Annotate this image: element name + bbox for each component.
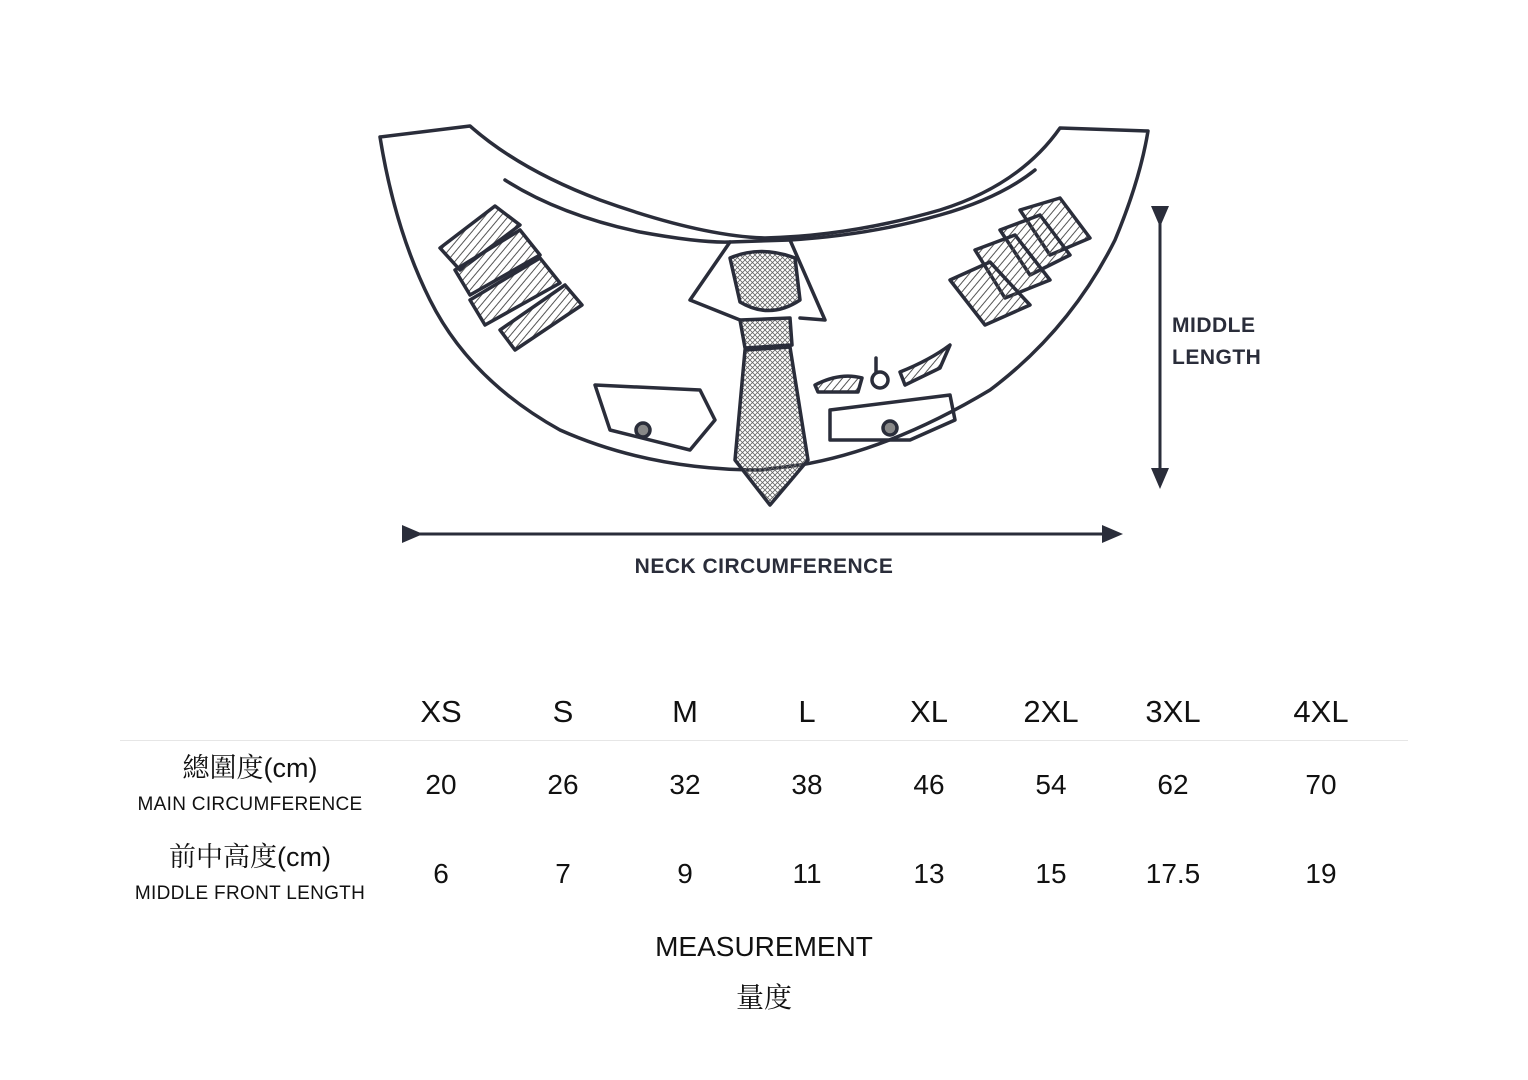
measurement-title-en: MEASUREMENT	[655, 931, 873, 962]
row-label-zh: 前中高度(cm)	[169, 842, 331, 872]
size-header-row	[120, 684, 1408, 741]
table-cell: 19	[1305, 858, 1337, 889]
table-cell: 20	[425, 769, 457, 801]
table-cell: 70	[1305, 769, 1337, 801]
tie-knot	[730, 252, 800, 311]
measurement-footer	[0, 925, 1528, 1027]
table-cell: 62	[1157, 769, 1189, 801]
table-cell: 11	[792, 858, 822, 889]
middle-length-label	[1172, 310, 1261, 374]
table-row	[120, 741, 1408, 830]
tie-blade	[735, 347, 808, 505]
size-header: L	[746, 684, 868, 741]
table-cell: 38	[791, 769, 823, 801]
row-label-en: MIDDLE FRONT LENGTH	[134, 883, 366, 904]
row-label	[120, 741, 380, 830]
row-label-en: MAIN CIRCUMFERENCE	[137, 794, 363, 816]
size-header: 4XL	[1234, 684, 1408, 741]
header-blank	[120, 684, 380, 741]
size-header: XL	[868, 684, 990, 741]
table-cell: 13	[913, 858, 945, 889]
table-row	[120, 830, 1408, 919]
right-stripes	[950, 198, 1090, 325]
row-label-zh: 總圍度(cm)	[182, 753, 318, 784]
table-cell: 32	[669, 769, 701, 801]
middle-label-line2: LENGTH	[1172, 346, 1262, 369]
table-cell: 26	[547, 769, 579, 801]
size-header: S	[502, 684, 624, 741]
size-chart-table	[120, 684, 1408, 919]
measurement-title-zh: 量度	[735, 982, 792, 1013]
table-cell: 46	[913, 769, 945, 801]
table-cell: 6	[433, 858, 449, 889]
tie-band	[740, 318, 792, 348]
row-label	[120, 830, 380, 919]
middle-label-line1: MIDDLE	[1172, 314, 1256, 337]
size-header: XS	[380, 684, 502, 741]
table-cell: 15	[1035, 858, 1067, 889]
size-header: 2XL	[990, 684, 1112, 741]
table-cell: 9	[677, 858, 693, 889]
neck-circumference-label: NECK CIRCUMFERENCE	[634, 555, 894, 578]
size-header: 3XL	[1112, 684, 1234, 741]
table-cell: 17.5	[1145, 858, 1201, 889]
left-stripes	[440, 206, 582, 350]
table-cell: 7	[555, 858, 571, 889]
table-cell: 54	[1035, 769, 1067, 801]
size-header: M	[624, 684, 746, 741]
